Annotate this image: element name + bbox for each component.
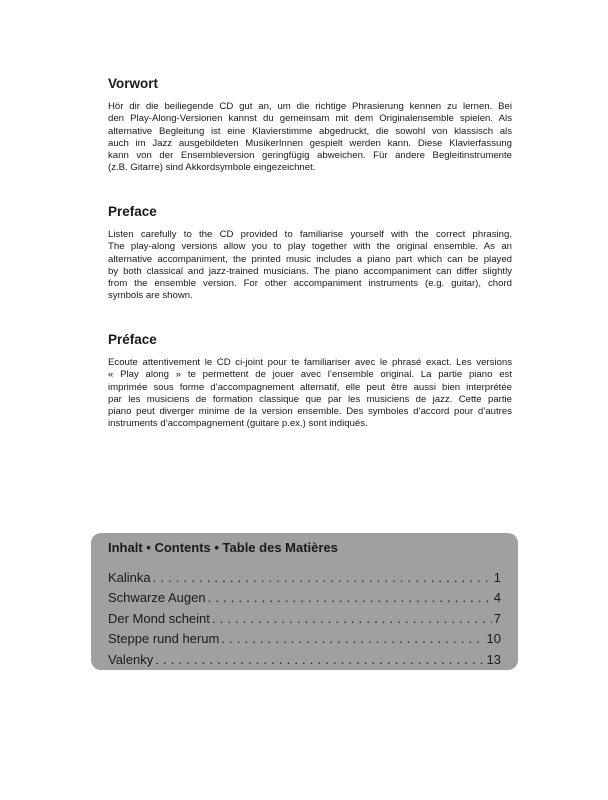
toc-entry-title: Schwarze Augen <box>108 590 206 606</box>
body-line: auch im Jazz ausgebildeten MusikerInnen gespielt werden kann. Diese Klavierfassung <box>108 137 512 149</box>
toc-entry-page: 10 <box>486 631 501 647</box>
toc-list <box>108 568 501 670</box>
body-line: Ecoute attentivement le CD ci-joint pour te familiariser avec le phrasé exact. Les versions <box>108 357 512 368</box>
toc-entry-title: Steppe rund herum <box>108 631 220 647</box>
toc-entry-page: 7 <box>493 610 501 626</box>
toc-entry-title: Kalinka <box>108 570 151 585</box>
toc-entry-page: 1 <box>493 570 501 585</box>
toc-entry-page: 13 <box>486 651 501 667</box>
body-line: kann von der Ensembleversion geringfügig abweichen. Für andere Begleitinstrumente <box>108 150 512 162</box>
body-line: « Play along » te permettent de jouer avec l’ensemble original. La partie piano est <box>108 369 512 381</box>
section-body <box>108 357 512 431</box>
toc-leader-dots <box>155 650 484 670</box>
toc-entry[interactable] <box>108 650 501 670</box>
toc-entry-page: 4 <box>493 590 501 606</box>
toc-heading: Inhalt • Contents • Table des Matières <box>108 540 338 555</box>
section-heading: Préface <box>108 332 157 347</box>
body-line: par les musiciens de formation classique que par les musiciens de jazz. Cette partie <box>108 393 512 405</box>
body-line: The play-along versions allow you to play together with the original ensemble. As an <box>108 241 512 253</box>
toc-leader-dots <box>221 629 484 649</box>
body-line: alternative Begleitung ist eine Klavierstimme abgedruckt, die sowohl von klassisch als <box>108 125 512 137</box>
toc-leader-dots <box>208 588 492 608</box>
section-preface-fr <box>108 332 512 431</box>
body-line: instruments d’accompagnement (guitare p.ex.) sont indiqués. <box>108 418 368 430</box>
body-line: Listen carefully to the CD provided to familiarise yourself with the correct phrasing. <box>108 229 512 240</box>
body-line: imprimée sous forme d’accompagnement alternatif, elle peut être aussi bien interprétée <box>108 381 512 393</box>
body-line: alternative accompaniment, the printed music includes a piano part which can be played <box>108 253 512 265</box>
section-body <box>108 101 512 175</box>
section-vorwort <box>108 76 512 175</box>
body-line: den Play-Along-Versionen kannst du gemeinsam mit dem Originalensemble spielen. Als <box>108 113 512 125</box>
toc-entry[interactable] <box>108 629 501 649</box>
toc-entry[interactable] <box>108 588 501 608</box>
toc-leader-dots <box>153 568 492 588</box>
section-preface-en <box>108 204 512 303</box>
section-heading: Vorwort <box>108 76 158 91</box>
toc-entry[interactable] <box>108 568 501 588</box>
body-line: from the ensemble version. For other accompaniment instruments (e.g. guitar), chord <box>108 278 512 290</box>
toc-entry[interactable] <box>108 609 501 629</box>
section-heading: Preface <box>108 204 157 219</box>
body-line: Hör dir die beiliegende CD gut an, um die richtige Phrasierung kennen zu lernen. Bei <box>108 101 512 112</box>
body-line: (z.B. Gitarre) sind Akkordsymbole eingezeichnet. <box>108 162 316 174</box>
body-line: symbols are shown. <box>108 290 193 302</box>
table-of-contents <box>91 533 518 670</box>
toc-entry-title: Valenky <box>108 651 154 667</box>
body-line: by both classical and jazz-trained musicians. The piano accompaniment can differ slightly <box>108 265 512 277</box>
toc-leader-dots <box>212 609 492 629</box>
body-line: piano peut diverger minime de la version ensemble. Des symboles d’accord pour d’autres <box>108 406 512 418</box>
section-body <box>108 229 512 303</box>
toc-entry-title: Der Mond scheint <box>108 610 210 626</box>
